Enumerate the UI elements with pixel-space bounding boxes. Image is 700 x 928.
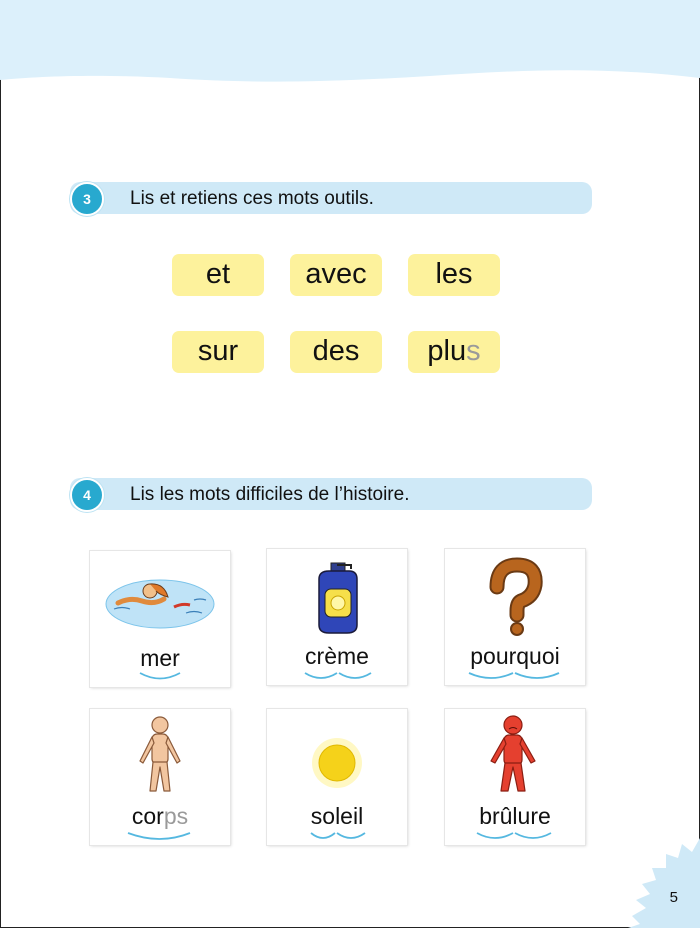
card-word: soleil <box>310 803 364 829</box>
tool-word-card <box>408 331 500 373</box>
exercise-4-instruction: Lis les mots difficiles de l’histoire. <box>130 484 410 505</box>
card-word: brûlure <box>479 803 551 829</box>
syllable-arcs <box>445 549 585 685</box>
tool-word: plu <box>427 335 467 367</box>
top-wave-decoration <box>0 0 700 90</box>
tool-word-card <box>290 254 382 296</box>
tool-word-card <box>172 331 264 373</box>
tool-word: et <box>205 258 231 290</box>
word-card-creme <box>267 549 407 685</box>
word-card-mer <box>90 551 230 687</box>
word-card-brulure <box>445 709 585 845</box>
page-number: 5 <box>669 889 678 906</box>
tool-word: sur <box>197 335 239 367</box>
card-word: pourquoi <box>470 643 560 669</box>
card-word: crème <box>305 643 369 669</box>
tool-word: des <box>312 335 360 367</box>
syllable-arcs <box>445 709 585 845</box>
syllable-arcs <box>90 551 230 687</box>
word-card-corps <box>90 709 230 845</box>
word-card-soleil <box>267 709 407 845</box>
card-word: corps <box>131 803 189 829</box>
tool-word-card <box>172 254 264 296</box>
exercise-4-header <box>70 478 592 510</box>
tool-word-card <box>408 254 500 296</box>
exercise-3-header <box>70 182 592 214</box>
card-word: mer <box>140 645 180 671</box>
tool-word-card <box>290 331 382 373</box>
word-card-pourquoi <box>445 549 585 685</box>
tool-word: avec <box>305 258 367 290</box>
syllable-arcs <box>267 709 407 845</box>
syllable-arcs <box>90 709 230 845</box>
syllable-arcs <box>267 549 407 685</box>
exercise-4-number-badge: 4 <box>70 478 104 512</box>
tool-word: les <box>435 258 473 290</box>
exercise-3-number-badge: 3 <box>70 182 104 216</box>
exercise-3-instruction: Lis et retiens ces mots outils. <box>130 188 374 209</box>
tool-word-mute-letters: s <box>466 335 481 367</box>
page-corner-burst <box>610 838 700 928</box>
